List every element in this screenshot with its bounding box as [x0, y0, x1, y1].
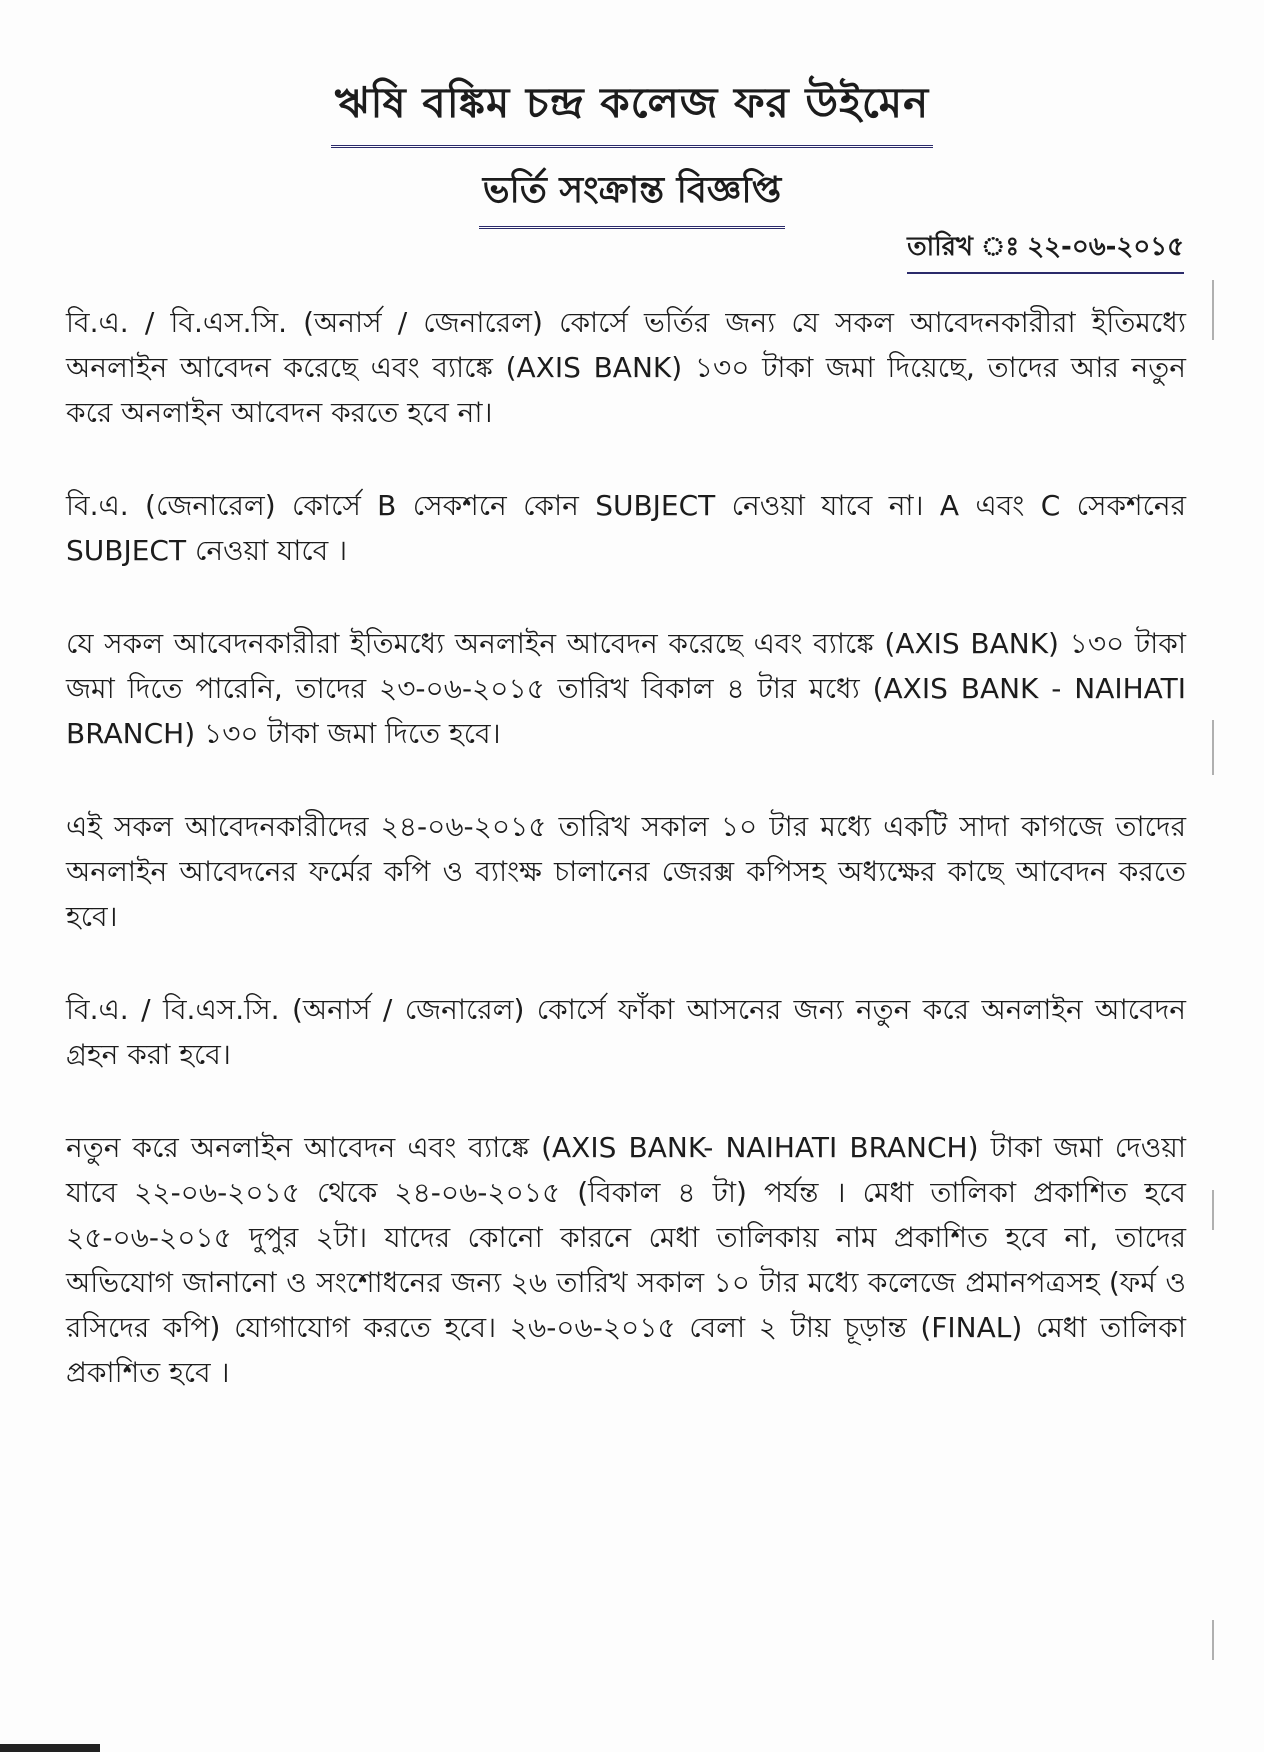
college-title-text: ঋষি বঙ্কিম চন্দ্র কলেজ ফর উইমেন: [331, 70, 933, 148]
date-separator: ঃ: [981, 232, 1020, 262]
scan-edge-mark: [1212, 1190, 1214, 1230]
date-value: ২২-০৬-২০১৫: [1027, 232, 1184, 262]
notice-subtitle-text: ভর্তি সংক্রান্ত বিজ্ঞপ্তি: [479, 163, 786, 229]
paragraph-2: বি.এ. (জেনারেল) কোর্সে B সেকশনে কোন SUBJECT নেওয়া যাবে না। A এবং C সেকশনের SUBJECT নেওয়া যাবে ।: [66, 489, 1186, 567]
notice-body: [66, 300, 1186, 1443]
scan-edge-mark: [1212, 280, 1214, 340]
scan-bottom-mark: [0, 1744, 100, 1752]
paragraph-4: এই সকল আবেদনকারীদের ২৪-০৬-২০১৫ তারিখ সকাল ১০ টার মধ্যে একটি সাদা কাগজে তাদের অনলাইন আবেদনের ফর্মের কপি ও ব্যাংক্ষ চালানের জেরক্স কপিসহ অধ্যক্ষের কাছে আবেদন করতে হবে।: [66, 810, 1186, 933]
paragraph-6: নতুন করে অনলাইন আবেদন এবং ব্যাঙ্কে (AXIS BANK- NAIHATI BRANCH) টাকা জমা দেওয়া যাবে ২২-০৬-২০১৫ থেকে ২৪-০৬-২০১৫ (বিকাল ৪ টা) পর্যন্ত । মেধা তালিকা প্রকাশিত হবে ২৫-০৬-২০১৫ দুপুর ২টা। যাদের কোনো কারনে মেধা তালিকায় নাম প্রকাশিত হবে না, তাদের অভিযোগ জানানো ও সংশোধনের জন্য ২৬ তারিখ সকাল ১০ টার মধ্যে কলেজে প্রমানপত্রসহ (ফর্ম ও রসিদের কপি) যোগাযোগ করতে হবে। ২৬-০৬-২০১৫ বেলা ২ টায় চূড়ান্ত (FINAL) মেধা তালিকা প্রকাশিত হবে ।: [66, 1131, 1186, 1389]
scan-edge-mark: [1212, 1620, 1214, 1660]
scan-edge-mark: [1212, 720, 1214, 775]
paragraph-1: বি.এ. / বি.এস.সি. (অনার্স / জেনারেল) কোর্সে ভর্তির জন্য যে সকল আবেদনকারীরা ইতিমধ্যে অনলাইন আবেদন করেছে এবং ব্যাঙ্কে (AXIS BANK) ১৩০ টাকা জমা দিয়েছে, তাদের আর নতুন করে অনলাইন আবেদন করতে হবে না।: [66, 306, 1186, 429]
notice-date: [907, 226, 1184, 274]
paragraph-5: বি.এ. / বি.এস.সি. (অনার্স / জেনারেল) কোর্সে ফাঁকা আসনের জন্য নতুন করে অনলাইন আবেদন গ্রহন করা হবে।: [66, 993, 1186, 1071]
paragraph-3: যে সকল আবেদনকারীরা ইতিমধ্যে অনলাইন আবেদন করেছে এবং ব্যাঙ্কে (AXIS BANK) ১৩০ টাকা জমা দিতে পারেনি, তাদের ২৩-০৬-২০১৫ তারিখ বিকাল ৪ টার মধ্যে (AXIS BANK - NAIHATI BRANCH) ১৩০ টাকা জমা দিতে হবে।: [66, 627, 1186, 750]
notice-subtitle: [0, 163, 1264, 229]
college-title: [0, 70, 1264, 148]
date-label: তারিখ: [907, 232, 974, 262]
